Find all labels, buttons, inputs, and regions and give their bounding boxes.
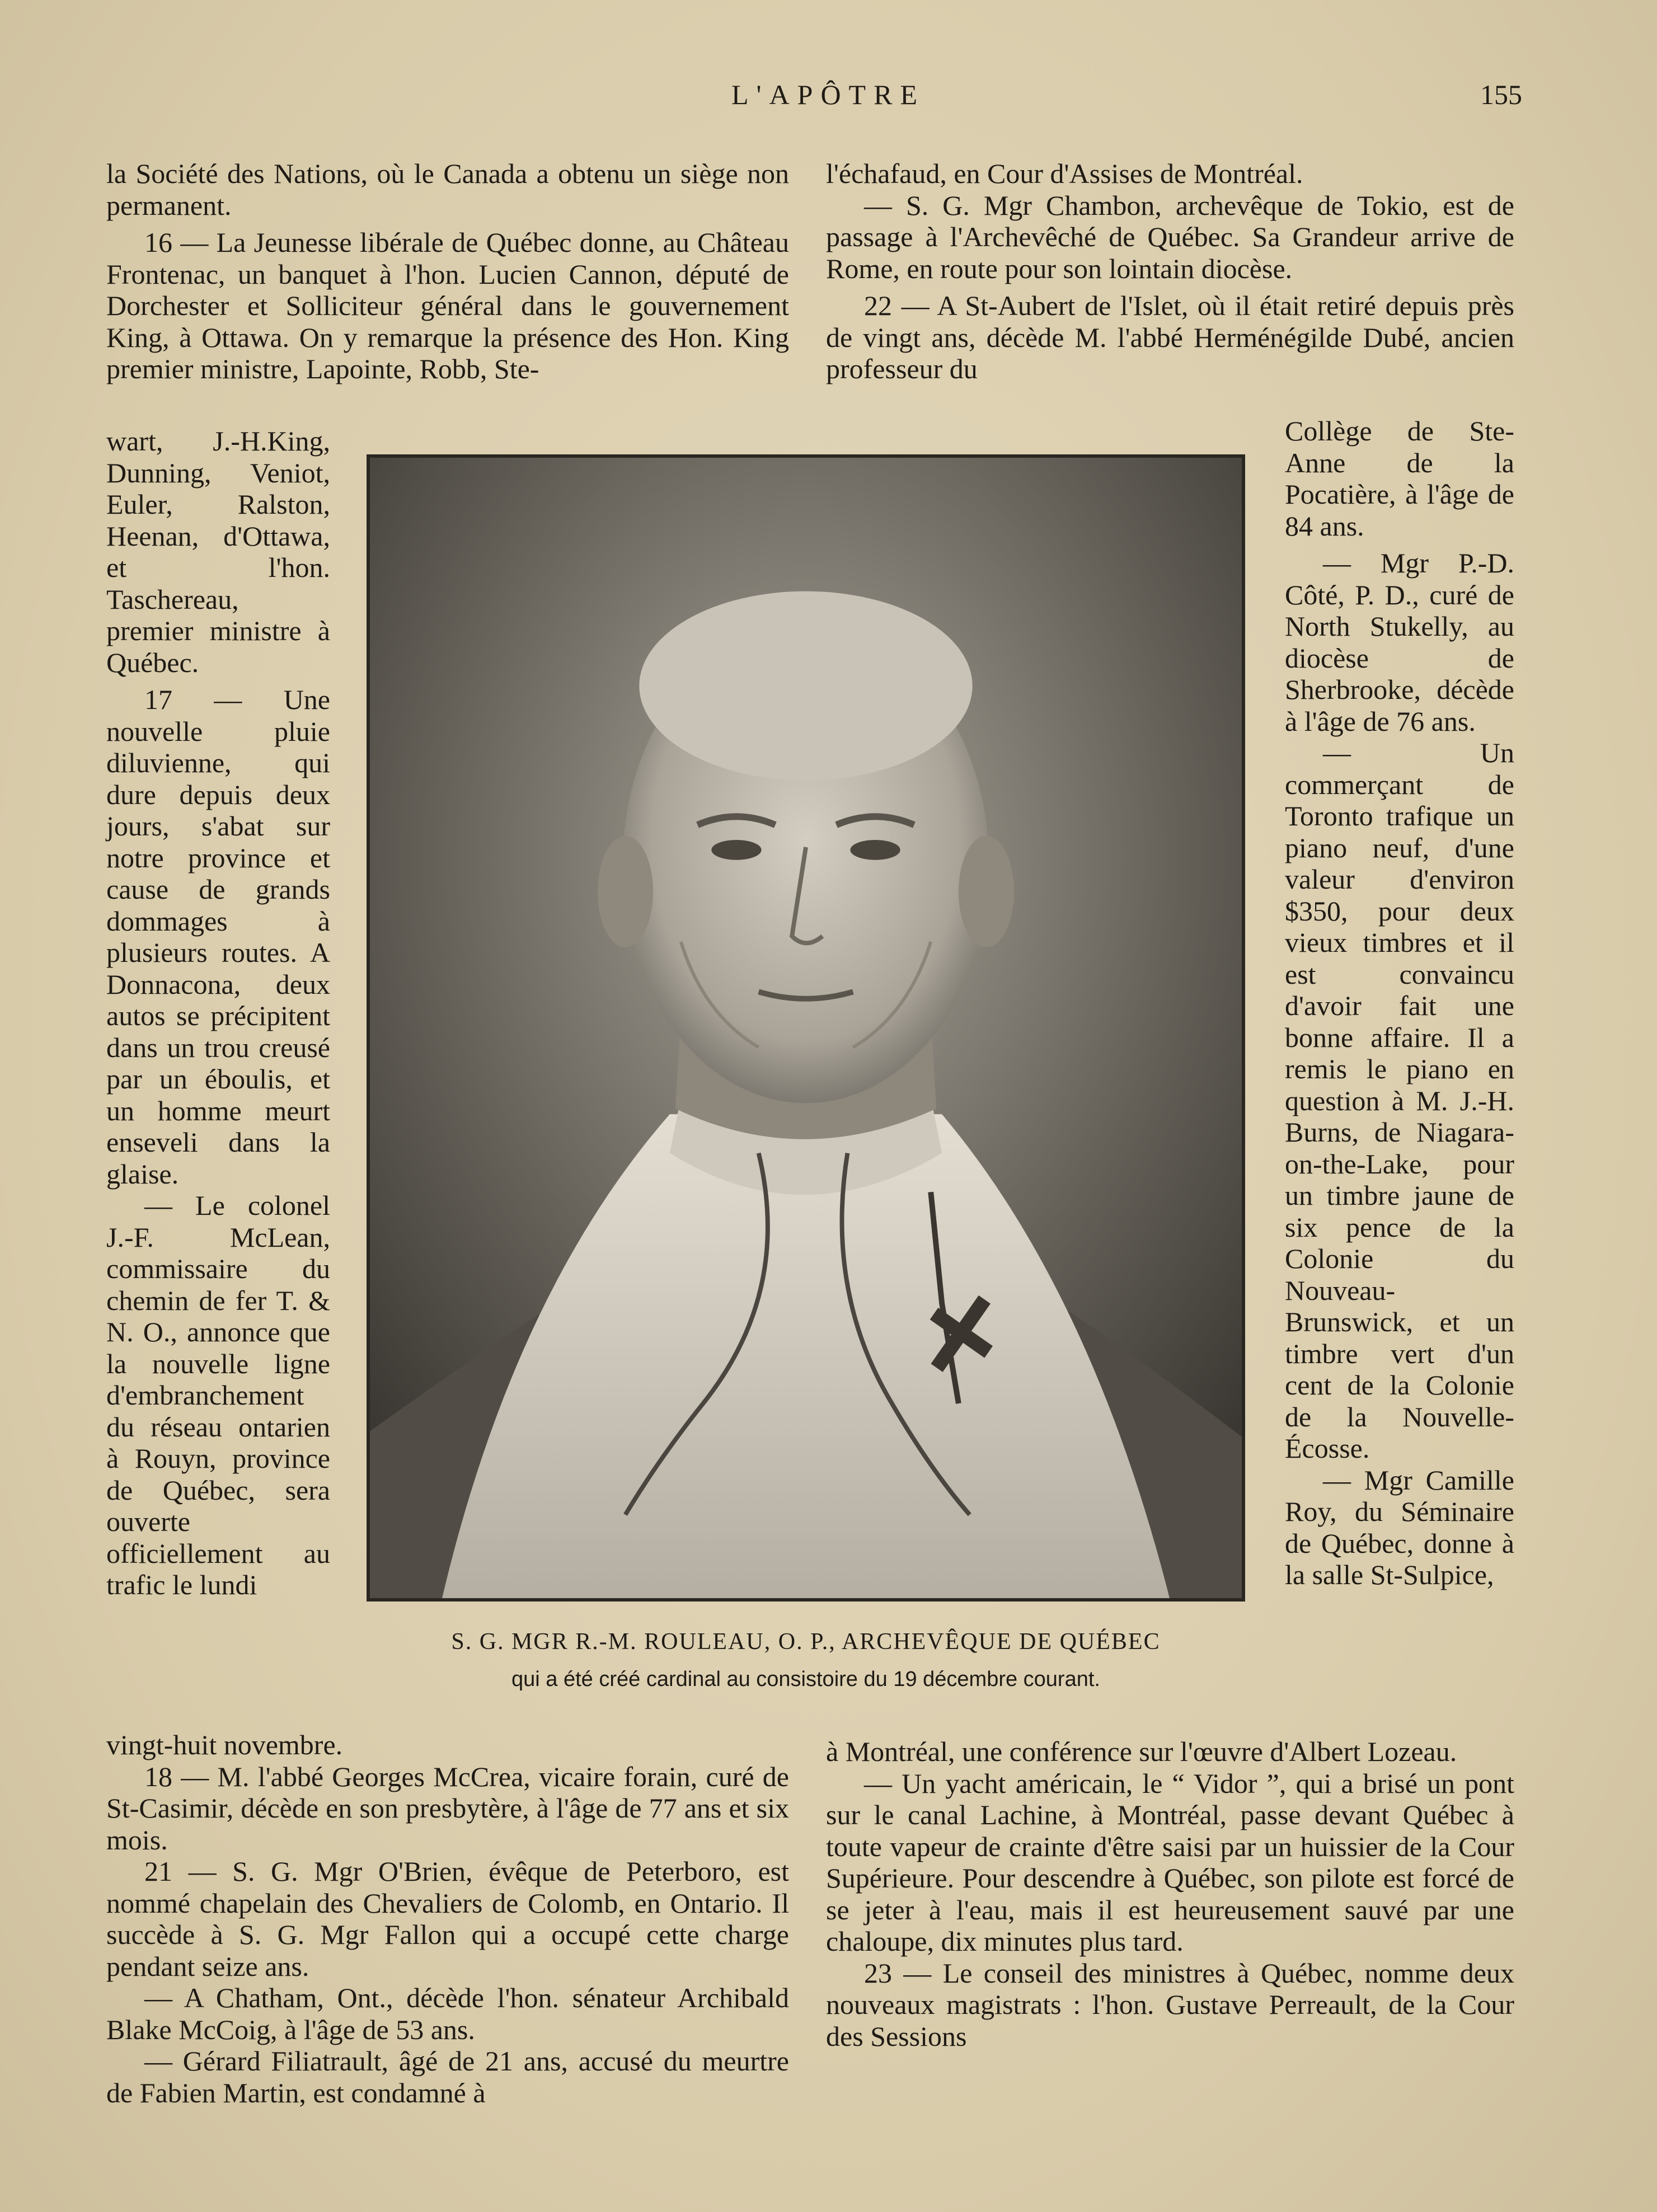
paragraph: 22 — A St-Aubert de l'Islet, où il était retiré depuis près de vingt ans, décède M. l'abbé Herménégilde Dubé, ancien professeur du	[826, 290, 1514, 384]
portrait-photo	[367, 454, 1245, 1602]
paragraph: — Mgr P.-D. Côté, P. D., curé de North Stukelly, au diocèse de Sherbrooke, décède à l'âge de 76 ans.	[1285, 547, 1514, 737]
photo-caption-subtitle: qui a été créé cardinal au consistoire du 19 décembre courant.	[511, 1668, 1100, 1691]
paragraph: 16 — La Jeunesse libérale de Québec donne, au Château Frontenac, un banquet à l'hon. Lucien Cannon, député de Dorchester et Solliciteur général dans le gouvernement King, à Ottawa. On y remarque la présence des Hon. King premier ministre, Lapointe, Robb, Ste-	[106, 227, 789, 384]
right-column-narrow	[1285, 415, 1514, 1591]
right-column-bottom	[826, 1736, 1514, 2052]
running-header-title: L'APÔTRE	[731, 79, 925, 110]
paragraph: vingt-huit novembre.	[106, 1729, 343, 1760]
paragraph: — A Chatham, Ont., décède l'hon. sénateur Archibald Blake McCoig, à l'âge de 53 ans.	[106, 1982, 789, 2045]
left-column-bottom	[106, 1729, 789, 2108]
paragraph: 23 — Le conseil des ministres à Québec, nomme deux nouveaux magistrats : l'hon. Gustave Perreault, de la Cour des Sessions	[826, 1957, 1514, 2052]
paragraph: la Société des Nations, où le Canada a obtenu un siège non permanent.	[106, 158, 789, 221]
photo-caption-title: S. G. MGR R.-M. ROULEAU, O. P., ARCHEVÊQUE DE QUÉBEC	[451, 1629, 1161, 1655]
paragraph: — Mgr Camille Roy, du Séminaire de Québec, donne à la salle St-Sulpice,	[1285, 1464, 1514, 1590]
paragraph: l'échafaud, en Cour d'Assises de Montréal.	[826, 158, 1303, 189]
paragraph: 21 — S. G. Mgr O'Brien, évêque de Peterboro, est nommé chapelain des Chevaliers de Colomb, en Ontario. Il succède à S. G. Mgr Fallon qui a occupé cette charge pendant seize ans.	[106, 1856, 789, 1982]
paragraph: — S. G. Mgr Chambon, archevêque de Tokio, est de passage à l'Archevêché de Québec. Sa Grandeur arrive de Rome, en route pour son lointain diocèse.	[826, 189, 1514, 284]
paragraph: à Montréal, une conférence sur l'œuvre d'Albert Lozeau.	[826, 1736, 1457, 1767]
portrait-illustration	[370, 458, 1242, 1598]
paragraph: — Un yacht américain, le “ Vidor ”, qui a brisé un pont sur le canal Lachine, à Montréal, passe devant Québec à toute vapeur de crainte d'être saisi par un huissier de la Cour Supérieure. Pour descendre à Québec, son pilote est forcé de se jeter à l'eau, mais il est heureusement sauvé par une chaloupe, dix minutes plus tard.	[826, 1767, 1514, 1957]
paragraph: 17 — Une nouvelle pluie diluvienne, qui dure depuis deux jours, s'abat sur notre province et cause de grands dommages à plusieurs routes. A Donnacona, deux autos se précipitent dans un trou creusé par un éboulis, et un homme meurt enseveli dans la glaise.	[106, 684, 330, 1190]
paragraph: — Un commerçant de Toronto trafique un piano neuf, d'une valeur d'environ $350, pour deux vieux timbres et il est convaincu d'avoir fait une bonne affaire. Il a remis le piano en question à M. J.-H. Burns, de Niagara-on-the-Lake, pour un timbre jaune de six pence de la Colonie du Nouveau-Brunswick, et un timbre vert d'un cent de la Colonie de la Nouvelle-Écosse.	[1285, 737, 1514, 1464]
paragraph: wart, J.-H.King, Dunning, Veniot, Euler, Ralston, Heenan, d'Ottawa, et l'hon. Taschereau, premier ministre à Québec.	[106, 425, 330, 678]
paragraph: — Gérard Filiatrault, âgé de 21 ans, accusé du meurtre de Fabien Martin, est condamné à	[106, 2045, 789, 2108]
paragraph: Collège de Ste-Anne de la Pocatière, à l'âge de 84 ans.	[1285, 415, 1514, 542]
paragraph: — Le colonel J.-F. McLean, commissaire du chemin de fer T. & N. O., annonce que la nouvelle ligne d'embranchement du réseau ontarien à Rouyn, province de Québec, sera ouverte officiellement au trafic le lundi	[106, 1190, 330, 1600]
paragraph: 18 — M. l'abbé Georges McCrea, vicaire forain, curé de St-Casimir, décède en son presbytère, à l'âge de 77 ans et six mois.	[106, 1760, 789, 1856]
right-column-top	[826, 158, 1514, 385]
left-column-top	[106, 158, 789, 385]
left-column-narrow	[106, 425, 330, 1601]
page-number: 155	[1480, 79, 1522, 110]
